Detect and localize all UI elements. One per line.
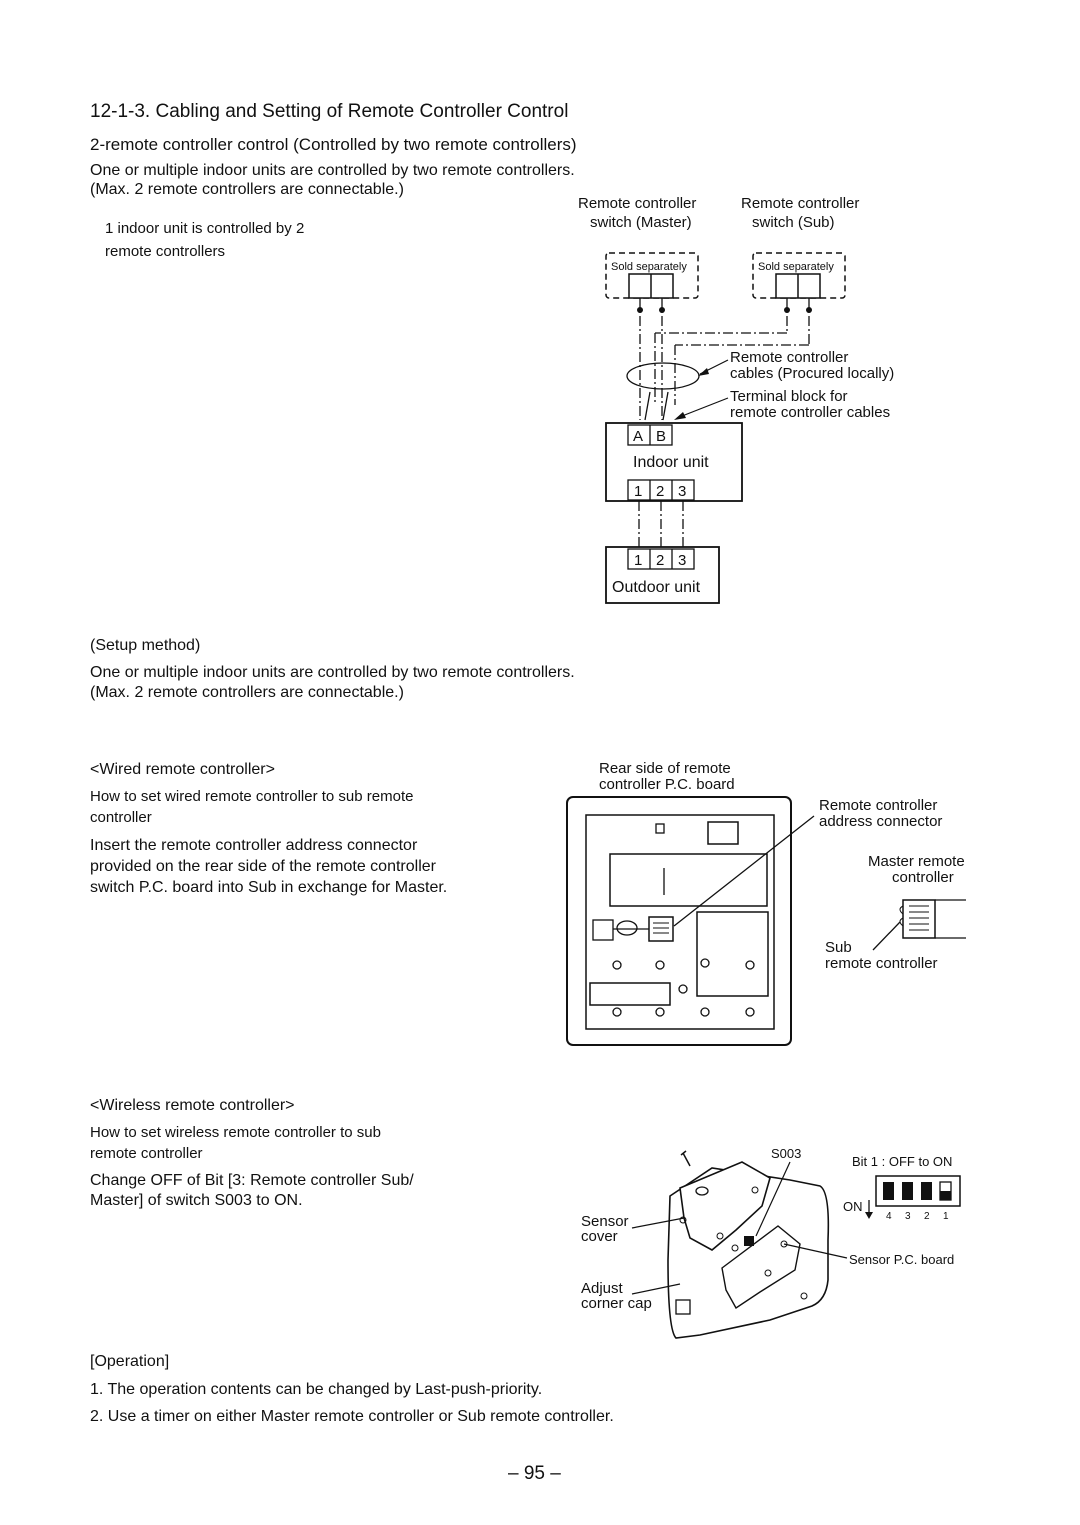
terminal-a: A xyxy=(633,428,644,445)
operation-item-1: 1. The operation contents can be changed by Last-push-priority. xyxy=(90,1381,543,1398)
adjust-label-1: Adjust xyxy=(581,1280,623,1297)
wiring-note-line-2: remote controllers xyxy=(105,243,226,260)
outdoor-terminal-3: 3 xyxy=(678,552,687,569)
connector-label-2: address connector xyxy=(819,813,943,830)
bit-3: 3 xyxy=(905,1211,911,1222)
outdoor-terminal-1: 1 xyxy=(634,552,643,569)
indoor-unit-label: Indoor unit xyxy=(633,454,709,471)
wireless-body-1: Change OFF of Bit [3: Remote controller Sub/ xyxy=(90,1172,414,1189)
rear-label-1: Rear side of remote xyxy=(599,760,731,777)
wired-body-3: switch P.C. board into Sub in exchange for Master. xyxy=(90,879,448,896)
outdoor-unit-label: Outdoor unit xyxy=(612,579,701,596)
wired-howto-2: controller xyxy=(90,809,152,826)
page-number: – 95 – xyxy=(508,1463,561,1484)
intro-line-1: One or multiple indoor units are controlled by two remote controllers. xyxy=(90,162,575,179)
wiring-note-line-1: 1 indoor unit is controlled by 2 xyxy=(105,220,305,237)
outdoor-terminal-2: 2 xyxy=(656,552,665,569)
wired-controller-diagram xyxy=(0,750,1080,1050)
indoor-terminal-2: 2 xyxy=(656,483,665,500)
indoor-terminal-3: 3 xyxy=(678,483,687,500)
on-label: ON xyxy=(843,1199,863,1214)
wired-heading: <Wired remote controller> xyxy=(90,761,275,778)
sold-separately-sub: Sold separately xyxy=(758,261,834,273)
sold-separately-master: Sold separately xyxy=(611,261,687,273)
wired-body-1: Insert the remote controller address connector xyxy=(90,837,418,854)
sub-switch-label-1: Remote controller xyxy=(741,195,860,212)
setup-line-2: (Max. 2 remote controllers are connectable.) xyxy=(90,684,404,701)
terminal-label-2: remote controller cables xyxy=(730,404,891,421)
master-switch-label-2: switch (Master) xyxy=(590,214,692,231)
wireless-controller-diagram xyxy=(0,1140,1080,1340)
terminal-b: B xyxy=(656,428,667,445)
master-switch-label-1: Remote controller xyxy=(578,195,697,212)
bit-1: 1 xyxy=(943,1211,949,1222)
wired-howto-1: How to set wired remote controller to sub remote xyxy=(90,788,414,805)
bit-2: 2 xyxy=(924,1211,930,1222)
wireless-heading: <Wireless remote controller> xyxy=(90,1097,295,1114)
wired-body-2: provided on the rear side of the remote controller xyxy=(90,858,436,875)
indoor-terminal-1: 1 xyxy=(634,483,643,500)
adjust-label-2: corner cap xyxy=(581,1295,652,1312)
master-remote-label-1: Master remote xyxy=(868,853,965,870)
wiring-diagram xyxy=(0,0,1080,620)
wireless-body-2: Master] of switch S003 to ON. xyxy=(90,1192,303,1209)
bit-label: Bit 1 : OFF to ON xyxy=(852,1154,953,1169)
master-remote-label-2: controller xyxy=(892,869,954,886)
sensor-cover-label-2: cover xyxy=(581,1228,618,1245)
cables-label-2: cables (Procured locally) xyxy=(730,365,895,382)
setup-line-1: One or multiple indoor units are controlled by two remote controllers. xyxy=(90,664,575,681)
controller-board xyxy=(567,797,791,1045)
operation-heading: [Operation] xyxy=(90,1353,170,1370)
operation-item-2: 2. Use a timer on either Master remote controller or Sub remote controller. xyxy=(90,1408,614,1425)
section-title: 12-1-3. Cabling and Setting of Remote Controller Control xyxy=(90,101,569,122)
subtitle: 2-remote controller control (Controlled by two remote controllers) xyxy=(90,135,577,154)
bit-4: 4 xyxy=(886,1211,892,1222)
sub-remote-label-1: Sub xyxy=(825,939,852,956)
sensor-pcb-label: Sensor P.C. board xyxy=(849,1252,955,1267)
terminal-label-1: Terminal block for xyxy=(730,388,848,405)
cables-label-1: Remote controller xyxy=(730,349,849,366)
sub-switch-label-2: switch (Sub) xyxy=(752,214,835,231)
connector-label-1: Remote controller xyxy=(819,797,938,814)
wireless-howto-1: How to set wireless remote controller to sub xyxy=(90,1124,381,1141)
wireless-howto-2: remote controller xyxy=(90,1145,203,1162)
rear-label-2: controller P.C. board xyxy=(599,776,735,793)
s003-label: S003 xyxy=(771,1146,802,1161)
sub-remote-label-2: remote controller xyxy=(825,955,938,972)
intro-line-2: (Max. 2 remote controllers are connectable.) xyxy=(90,181,404,198)
sensor-cover-label-1: Sensor xyxy=(581,1213,629,1230)
setup-heading: (Setup method) xyxy=(90,637,201,654)
